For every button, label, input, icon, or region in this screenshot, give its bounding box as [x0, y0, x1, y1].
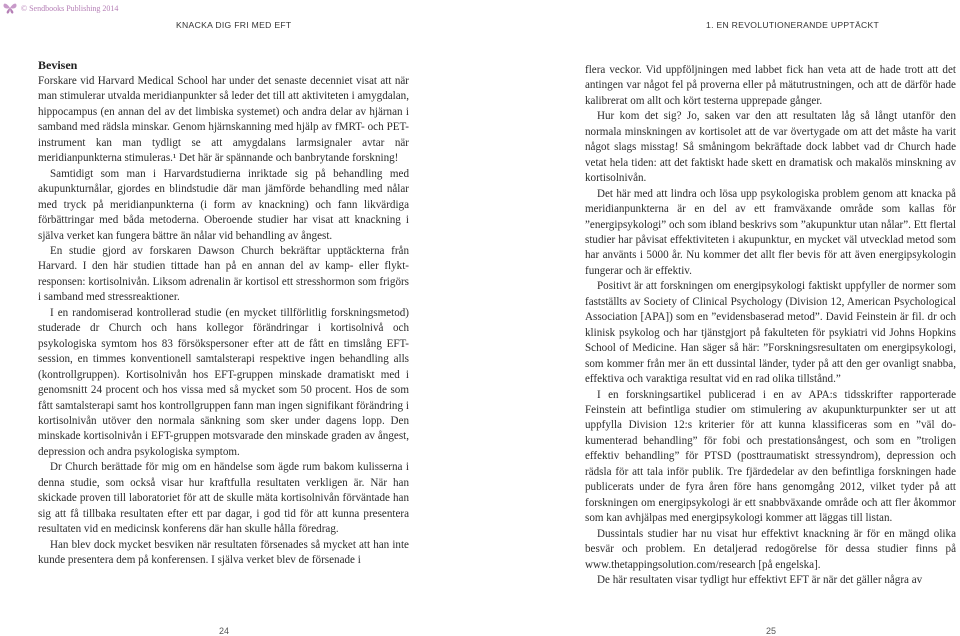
watermark-text: © Sendbooks Publishing 2014: [21, 3, 119, 13]
paragraph: I en forskningsartikel publicerad i en av APA:s tidsskrifter rapporterade Feinstein att befintliga studier om stimulering av akupunkturpunkter ser ut att uppfylla Division 12:s kriterier för att kunna klassificeras som en ”väl dokumenterad behandling” för fobi och prestationsångest, och som en ”troligen effektiv behandling” för PTSD (posttraumatiskt stressyndrom), depression och rädsla för att tala inför publik. Tre fjärdedelar av den befintliga forskningen hade publicerats under de fyra åren före hans genomgång 2012, vilket tyder på att forskningen om energipsykologi är ett snabbväxande område och att fler åkommor som kan avhjälpas med energipsykologi kommer att läggas till listan.: [585, 388, 956, 525]
publisher-watermark: [2, 1, 118, 15]
running-header-right: 1. EN REVOLUTIONERANDE UPPTÄCKT: [706, 20, 880, 30]
right-page-body: [585, 63, 956, 588]
paragraph: Det här med att lindra och lösa upp psykologiska problem genom att knacka på meridianpunkterna är en del av ett framväxande område som kallas för ”energipsykologi” och som ibland beskrivs som ”akupunktur utan nålar”. Ett flertal studier har påvisat effektiviteten i akupunktur, en mycket väl utvecklad metod som har använts i 5000 år. Nu kommer det allt fler bevis för att även energipsykologin fungerar och är effektiv.: [585, 187, 956, 277]
paragraph: Forskare vid Harvard Medical School har under det senaste decenniet visat att när man stimulerar utvalda meridianpunkter så leder det till att aktiviteten i amygdalan, hippocampus (en annan del av det limbiska systemet) och andra delar av hjärnan i samband med rädsla minskar. Genom hjärnskanning med hjälp av fMRT- och PET-instrument kan man tydligt se att amygdalans larmsignaler avtar när meridianpunkterna stimuleras.¹ Det här är spännande och banbrytande forskning!: [38, 75, 409, 165]
left-page-body: [38, 58, 409, 569]
paragraph: Positivt är att forskningen om energipsykologi faktiskt uppfyller de normer som fastställts av Society of Clinical Psychology (Division 12, American Psychological Association [APA]) som en ”evidensbaserad metod”. David Feinstein är fil. dr och klinisk psykolog och har tjänstgjort på fakulteten för psykiatri vid Johns Hopkins School of Medicine. Han säger så här: ”Forskningsresultaten om energipsykologi, som kommer från mer än ett dussintal länder, tyder på att den ger ovanligt snabba, effektiva och varaktiga resultat vid en rad olika tillstånd.”: [585, 280, 956, 386]
paragraph: Han blev dock mycket besviken när resultaten försenades så mycket att han inte kunde presentera dem på konferensen. I själva verket blev de försenade i: [38, 538, 409, 567]
paragraph: I en randomiserad kontrollerad studie (en mycket tillförlitlig forskningsmetod) studerade dr Church och hans kollegor förändringar i kortisolnivå och psykologiska symtom hos 83 försökspersoner efter att de fått en timslång EFT-session, en timmes konventionell samtalsterapi respektive ingen behandling alls (kontrollgruppen). Kortisolnivån hos EFT-gruppen minskade dramatiskt med i genomsnitt 24 procent och hos vissa med så mycket som 50 procent. Hos de som fått samtalsterapi samt hos kontrollgruppen fann man ingen signifikant förändring i kortisolnivån utöver den normala sänkning som sker under dagens lopp. Den minskade kortisolnivån i EFT-gruppen motsvarade den minskade graden av ångest, depression och andra psykologiska symptom.: [38, 306, 409, 458]
paragraph: Dussintals studier har nu visat hur effektivt knackning är för en mängd olika besvär och problem. En detaljerad redogörelse för dessa studier finns på www.thetappingsolution.com/research [på engelska].: [585, 527, 956, 571]
paragraph: Hur kom det sig? Jo, saken var den att resultaten låg så långt utanför den normala minskningen av kortisolet att de var övertygade om att det måste ha varit något slags misstag! Så småningom bekräftade dock labbet vad dr Church hade vetat hela tiden: att det faktiskt hade skett en dramatisk och makalös minskning av kortisolnivån.: [585, 110, 956, 185]
section-heading: Bevisen: [38, 58, 78, 72]
paragraph: flera veckor. Vid uppföljningen med labbet fick han veta att de hade trott att det antingen var något fel på proverna eller på mätutrustningen, och att de därför hade kalibrerat om allt och kört testerna upprepade gånger.: [585, 64, 956, 107]
paragraph: Dr Church berättade för mig om en händelse som ägde rum bakom kulisserna i denna studie, som också visar hur kraftfulla resultaten verkligen är. När han skickade proven till laboratoriet för att de skulle mäta kortisolnivån förväntade han sig att få tillbaka resultaten efter ett par dagar, i god tid för att kunna presentera resultaten vid en medicinsk konferens där han skulle hålla föredrag.: [38, 461, 409, 536]
butterfly-icon: [2, 1, 18, 15]
paragraph: De här resultaten visar tydligt hur effektivt EFT är när det gäller några av: [597, 573, 923, 586]
paragraph: En studie gjord av forskaren Dawson Church bekräftar upptäckterna från Harvard. I den här studien tittade han på en annan del av kamp- eller flyktresponsen: kortisolnivån. Liksom adrenalin är kortisol ett stresshormon som frigörs i samband med stressreaktioner.: [38, 244, 409, 304]
page-number-left: 24: [219, 626, 230, 636]
running-header-left: KNACKA DIG FRI MED EFT: [176, 20, 292, 30]
page-number-right: 25: [766, 626, 777, 636]
paragraph: Samtidigt som man i Harvardstudierna inriktade sig på behandling med akupunkturnålar, gjordes en blindstudie där man jämförde behandling med nålar med tryck på meridianpunkterna (i form av knackning) och fann likvärdiga förbättringar med båda metoderna. Oberoende studier har visat att knackning i själva verket kan fungera bättre än nålar vid behandling av ångest.: [38, 167, 409, 242]
